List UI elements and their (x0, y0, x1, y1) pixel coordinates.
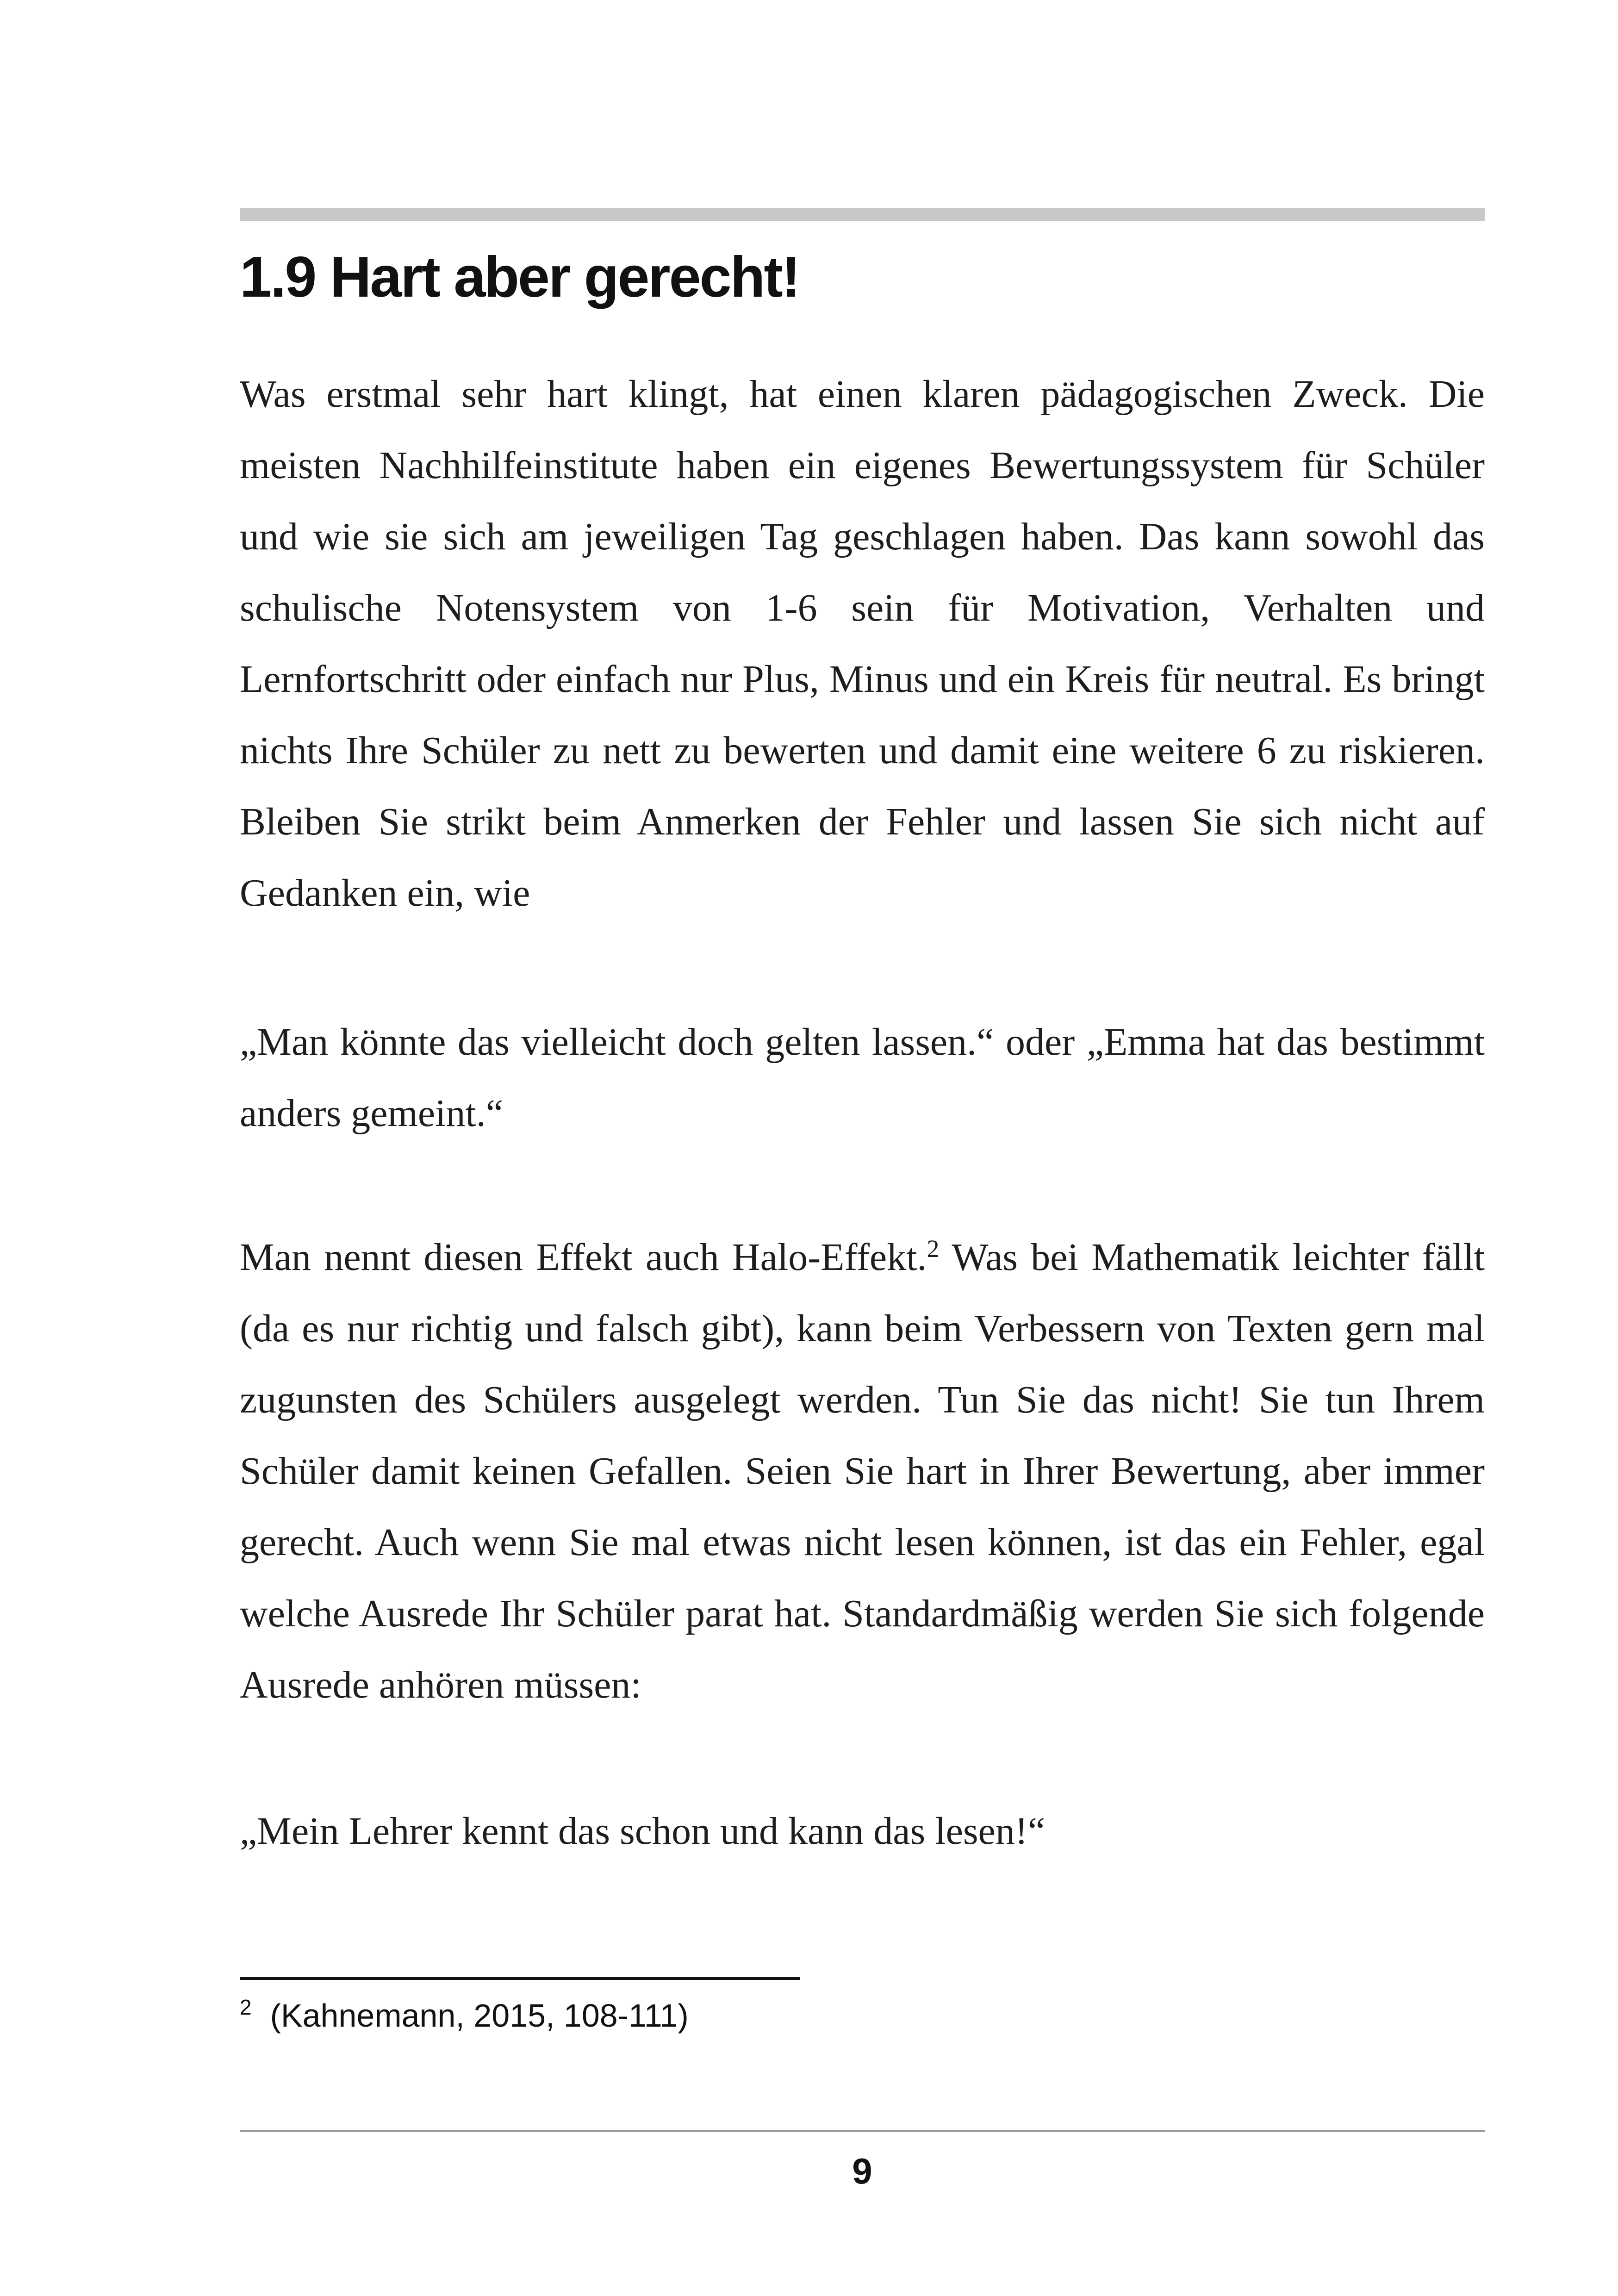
paragraph-4-quote: „Mein Lehrer kennt das schon und kann das lesen!“ (240, 1810, 1045, 1853)
footnote-text: (Kahnemann, 2015, 108-111) (270, 1997, 689, 2034)
footnote-separator (240, 1977, 800, 1980)
section-heading: 1.9 Hart aber gerecht! (240, 245, 799, 309)
paragraph-3 (240, 1222, 1485, 1721)
paragraph-3-text-end: Was bei Mathematik leichter fällt (da es nur richtig und falsch gibt), kann beim Verbessern von Texten gern mal zugunsten des Schülers ausgelegt werden. Tun Sie das nicht! Sie tun Ihrem Schüler damit keinen Gefallen. Seien Sie hart in Ihrer Bewertung, aber immer gerecht. Auch wenn Sie mal etwas nicht lesen können, ist das ein Fehler, egal welche Ausrede Ihr Schüler parat hat. Standardmäßig werden Sie sich folgende Ausrede anhören müssen: (240, 1236, 1485, 1706)
footnote-reference[interactable]: 2 (927, 1235, 940, 1263)
footnote-mark: 2 (240, 1995, 252, 2019)
footnote (240, 1994, 689, 2037)
paragraph-3-text-start: Man nennt diesen Effekt auch Halo-Effekt. (240, 1236, 927, 1279)
paragraph-1: Was erstmal sehr hart klingt, hat einen klaren pädagogischen Zweck. Die meisten Nachhilfeinstitute haben ein eigenes Bewertungssystem für Schüler und wie sie sich am jeweiligen Tag geschlagen haben. Das kann sowohl das schulische Notensystem von 1-6 sein für Motivation, Verhalten und Lernfortschritt oder einfach nur Plus, Minus und ein Kreis für neutral. Es bringt nichts Ihre Schüler zu nett zu bewerten und damit eine weitere 6 zu riskieren. Bleiben Sie strikt beim Anmerken der Fehler und lassen Sie sich nicht auf Gedanken ein, wie (240, 373, 1485, 915)
page-number: 9 (852, 2151, 872, 2191)
footer-rule (240, 2130, 1485, 2132)
header-rule (240, 208, 1485, 221)
paragraph-2-quote: „Man könnte das vielleicht doch gelten lassen.“ oder „Emma hat das bestimmt anders gemeint.“ (240, 1020, 1485, 1135)
